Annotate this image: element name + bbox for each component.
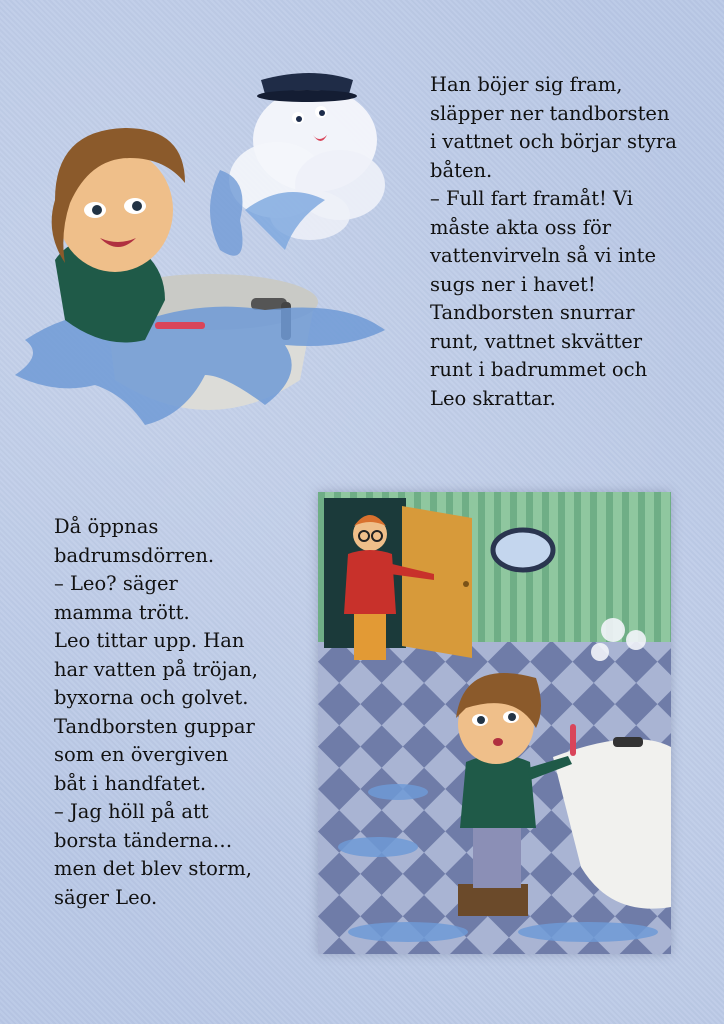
- illustration-bathroom-mom-door: [318, 492, 671, 954]
- story-text-top: Han böjer sig fram, släpper ner tandborsten i vattnet och börjar styra båten. – Full fart framåt! Vi måste akta oss för vattenvirveln så vi inte sugs ner i havet! Tandborsten snurrar runt, vattnet skvätter runt i badrummet och Leo skrattar.: [430, 73, 677, 410]
- mirror: [493, 530, 553, 570]
- story-text-bottom: Då öppnas badrumsdörren. – Leo? säger mamma trött. Leo tittar upp. Han har vatten på tröjan, byxorna och golvet. Tandborsten guppar som en övergiven båt i handfatet. – Jag höll på att borsta tänderna… men det blev storm, säger Leo.: [54, 515, 258, 909]
- illustration-boy-sink-cloud: [15, 40, 405, 450]
- door: [402, 506, 472, 658]
